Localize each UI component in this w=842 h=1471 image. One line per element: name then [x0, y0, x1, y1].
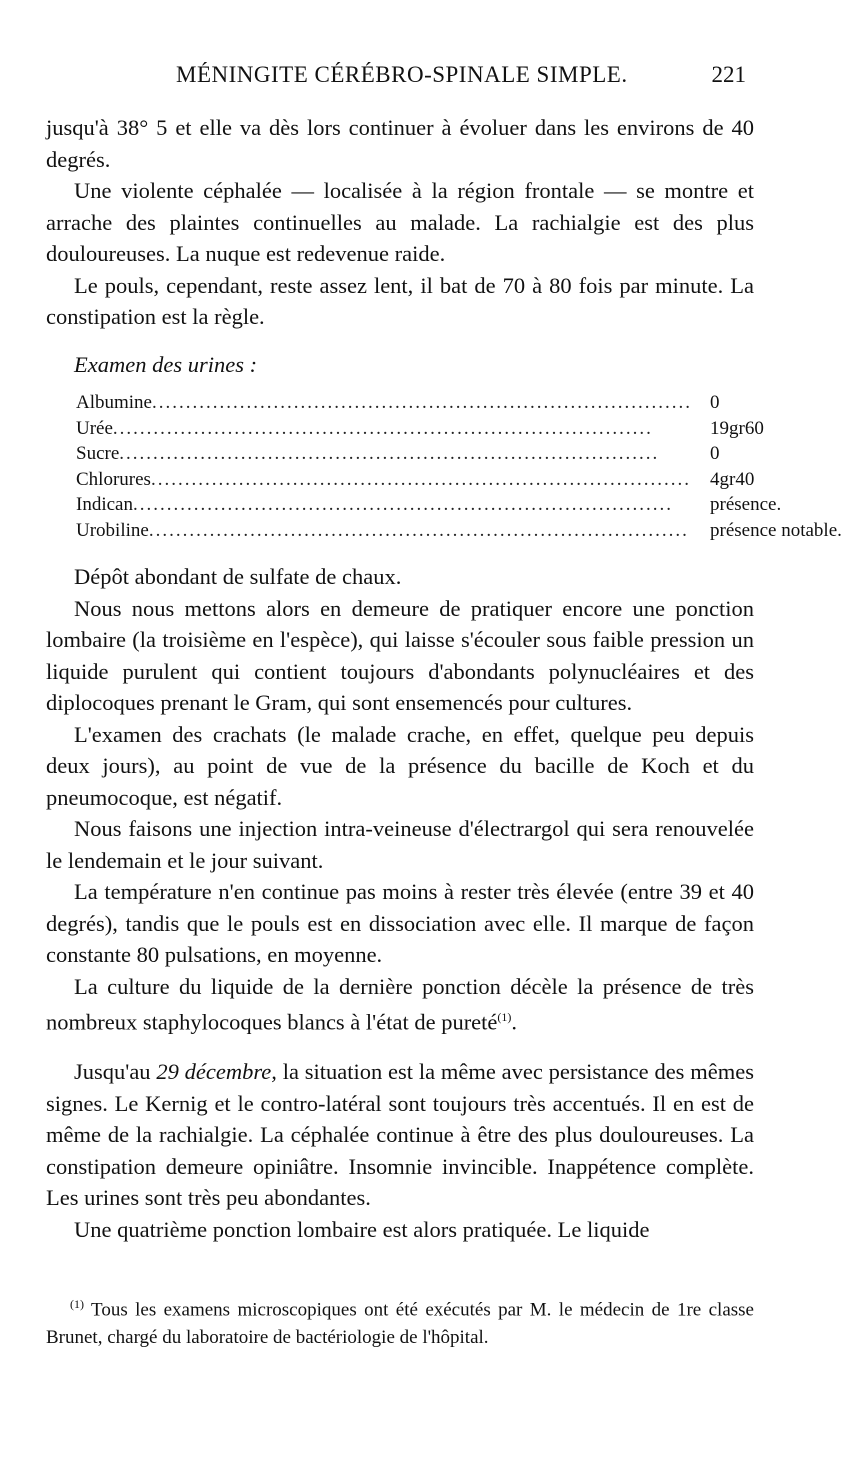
dot-leader: ................................................................................ [150, 468, 691, 490]
urine-value: présence notable. [710, 519, 842, 541]
urine-table-row [76, 492, 842, 518]
dot-leader: ................................................................................ [152, 392, 692, 413]
dot-leader: ................................................................................ [148, 519, 689, 541]
urine-table-row [76, 390, 842, 416]
urine-label: Chlorures [76, 468, 151, 490]
urine-label: Albumine [76, 392, 152, 413]
urine-label: Indican [76, 494, 133, 515]
urine-value: 0 [710, 443, 720, 464]
body-text [46, 112, 842, 1245]
footnote [46, 1290, 754, 1352]
urine-label: Urée [76, 417, 113, 439]
footnote-body: Tous les examens microscopiques ont été exécutés par M. le médecin de 1re classe Brunet, chargé du laboratoire de bactériologie de l'hôpital. [46, 1299, 754, 1349]
paragraph-text: la situation est la même avec persistance des mêmes signes. Le Kernig et le contro-latéral sont toujours très accentués. Il en est de même de la rachialgie. La céphalée continue à être des plus douloureuses. La constipation demeure opiniâtre. Insomnie invincible. Inappétence complète. Les urines sont très peu abondantes. [46, 1059, 754, 1210]
urine-analysis-table [76, 390, 842, 543]
paragraph: Le pouls, cependant, reste assez lent, il bat de 70 à 80 fois par minute. La constipation est la règle. [46, 272, 754, 329]
urine-table-row [76, 416, 842, 442]
paragraph: Dépôt abondant de sulfate de chaux. [74, 564, 402, 589]
footnote-reference: (1) [497, 1010, 512, 1024]
paragraph: La température n'en continue pas moins à rester très élevée (entre 39 et 40 degrés), tandis que le pouls est en dissociation avec elle. Il marque de façon constante 80 pulsations, en moyenne. [46, 879, 754, 967]
section-title: Examen des urines : [74, 351, 258, 377]
paragraph: Une violente céphalée — localisée à la région frontale — se montre et arrache des plaintes continuelles au malade. La rachialgie est des plus douloureuses. La nuque est redevenue raide. [46, 178, 754, 266]
urine-value: 4gr40 [710, 468, 755, 490]
paragraph [46, 971, 754, 1039]
paragraph-end: . [511, 1009, 518, 1035]
paragraph: Une quatrième ponction lombaire est alors pratiquée. Le liquide [74, 1216, 650, 1242]
paragraph-text: Jusqu'au [74, 1059, 157, 1084]
dot-leader: ................................................................................ [132, 494, 673, 515]
page-number: 221 [711, 62, 746, 87]
urine-label: Sucre [76, 443, 120, 464]
paragraph: Nous nous mettons alors en demeure de pratiquer encore une ponction lombaire (la troisième en l'espèce), qui laisse s'écouler sous faible pression un liquide purulent qui contient toujours d'abondants polynucléaires et des diplocoques prenant le Gram, qui sont ensemencés pour cultures. [46, 595, 754, 715]
dot-leader: ................................................................................ [112, 417, 653, 439]
running-title: MÉNINGITE CÉRÉBRO-SPINALE SIMPLE. [176, 62, 628, 87]
urine-value: 0 [710, 392, 720, 413]
urine-value: 19gr60 [710, 417, 764, 439]
urine-value: présence. [710, 494, 782, 515]
dot-leader: ................................................................................ [119, 443, 660, 464]
paragraph-text: La culture du liquide de la dernière ponction décèle la présence de très nombreux staphylocoques blancs à l'état de pureté [46, 973, 754, 1035]
urine-table-row [76, 518, 842, 544]
page-header [46, 62, 746, 102]
paragraph [46, 1056, 754, 1214]
paragraph: Nous faisons une injection intra-veineuse d'électrargol qui sera renouvelée le lendemain et le jour suivant. [46, 816, 754, 873]
footnote-text [46, 1290, 754, 1352]
date-text: 29 décembre, [156, 1059, 277, 1084]
footnote-marker: (1) [70, 1297, 84, 1311]
urine-label: Urobiline [76, 519, 149, 541]
urine-table-row [76, 467, 842, 493]
paragraph: L'examen des crachats (le malade crache, en effet, quelque peu depuis deux jours), au point de vue de la présence du bacille de Koch et du pneumocoque, est négatif. [46, 721, 754, 810]
urine-table-row [76, 441, 842, 467]
paragraph: jusqu'à 38° 5 et elle va dès lors continuer à évoluer dans les environs de 40 degrés. [46, 115, 754, 172]
